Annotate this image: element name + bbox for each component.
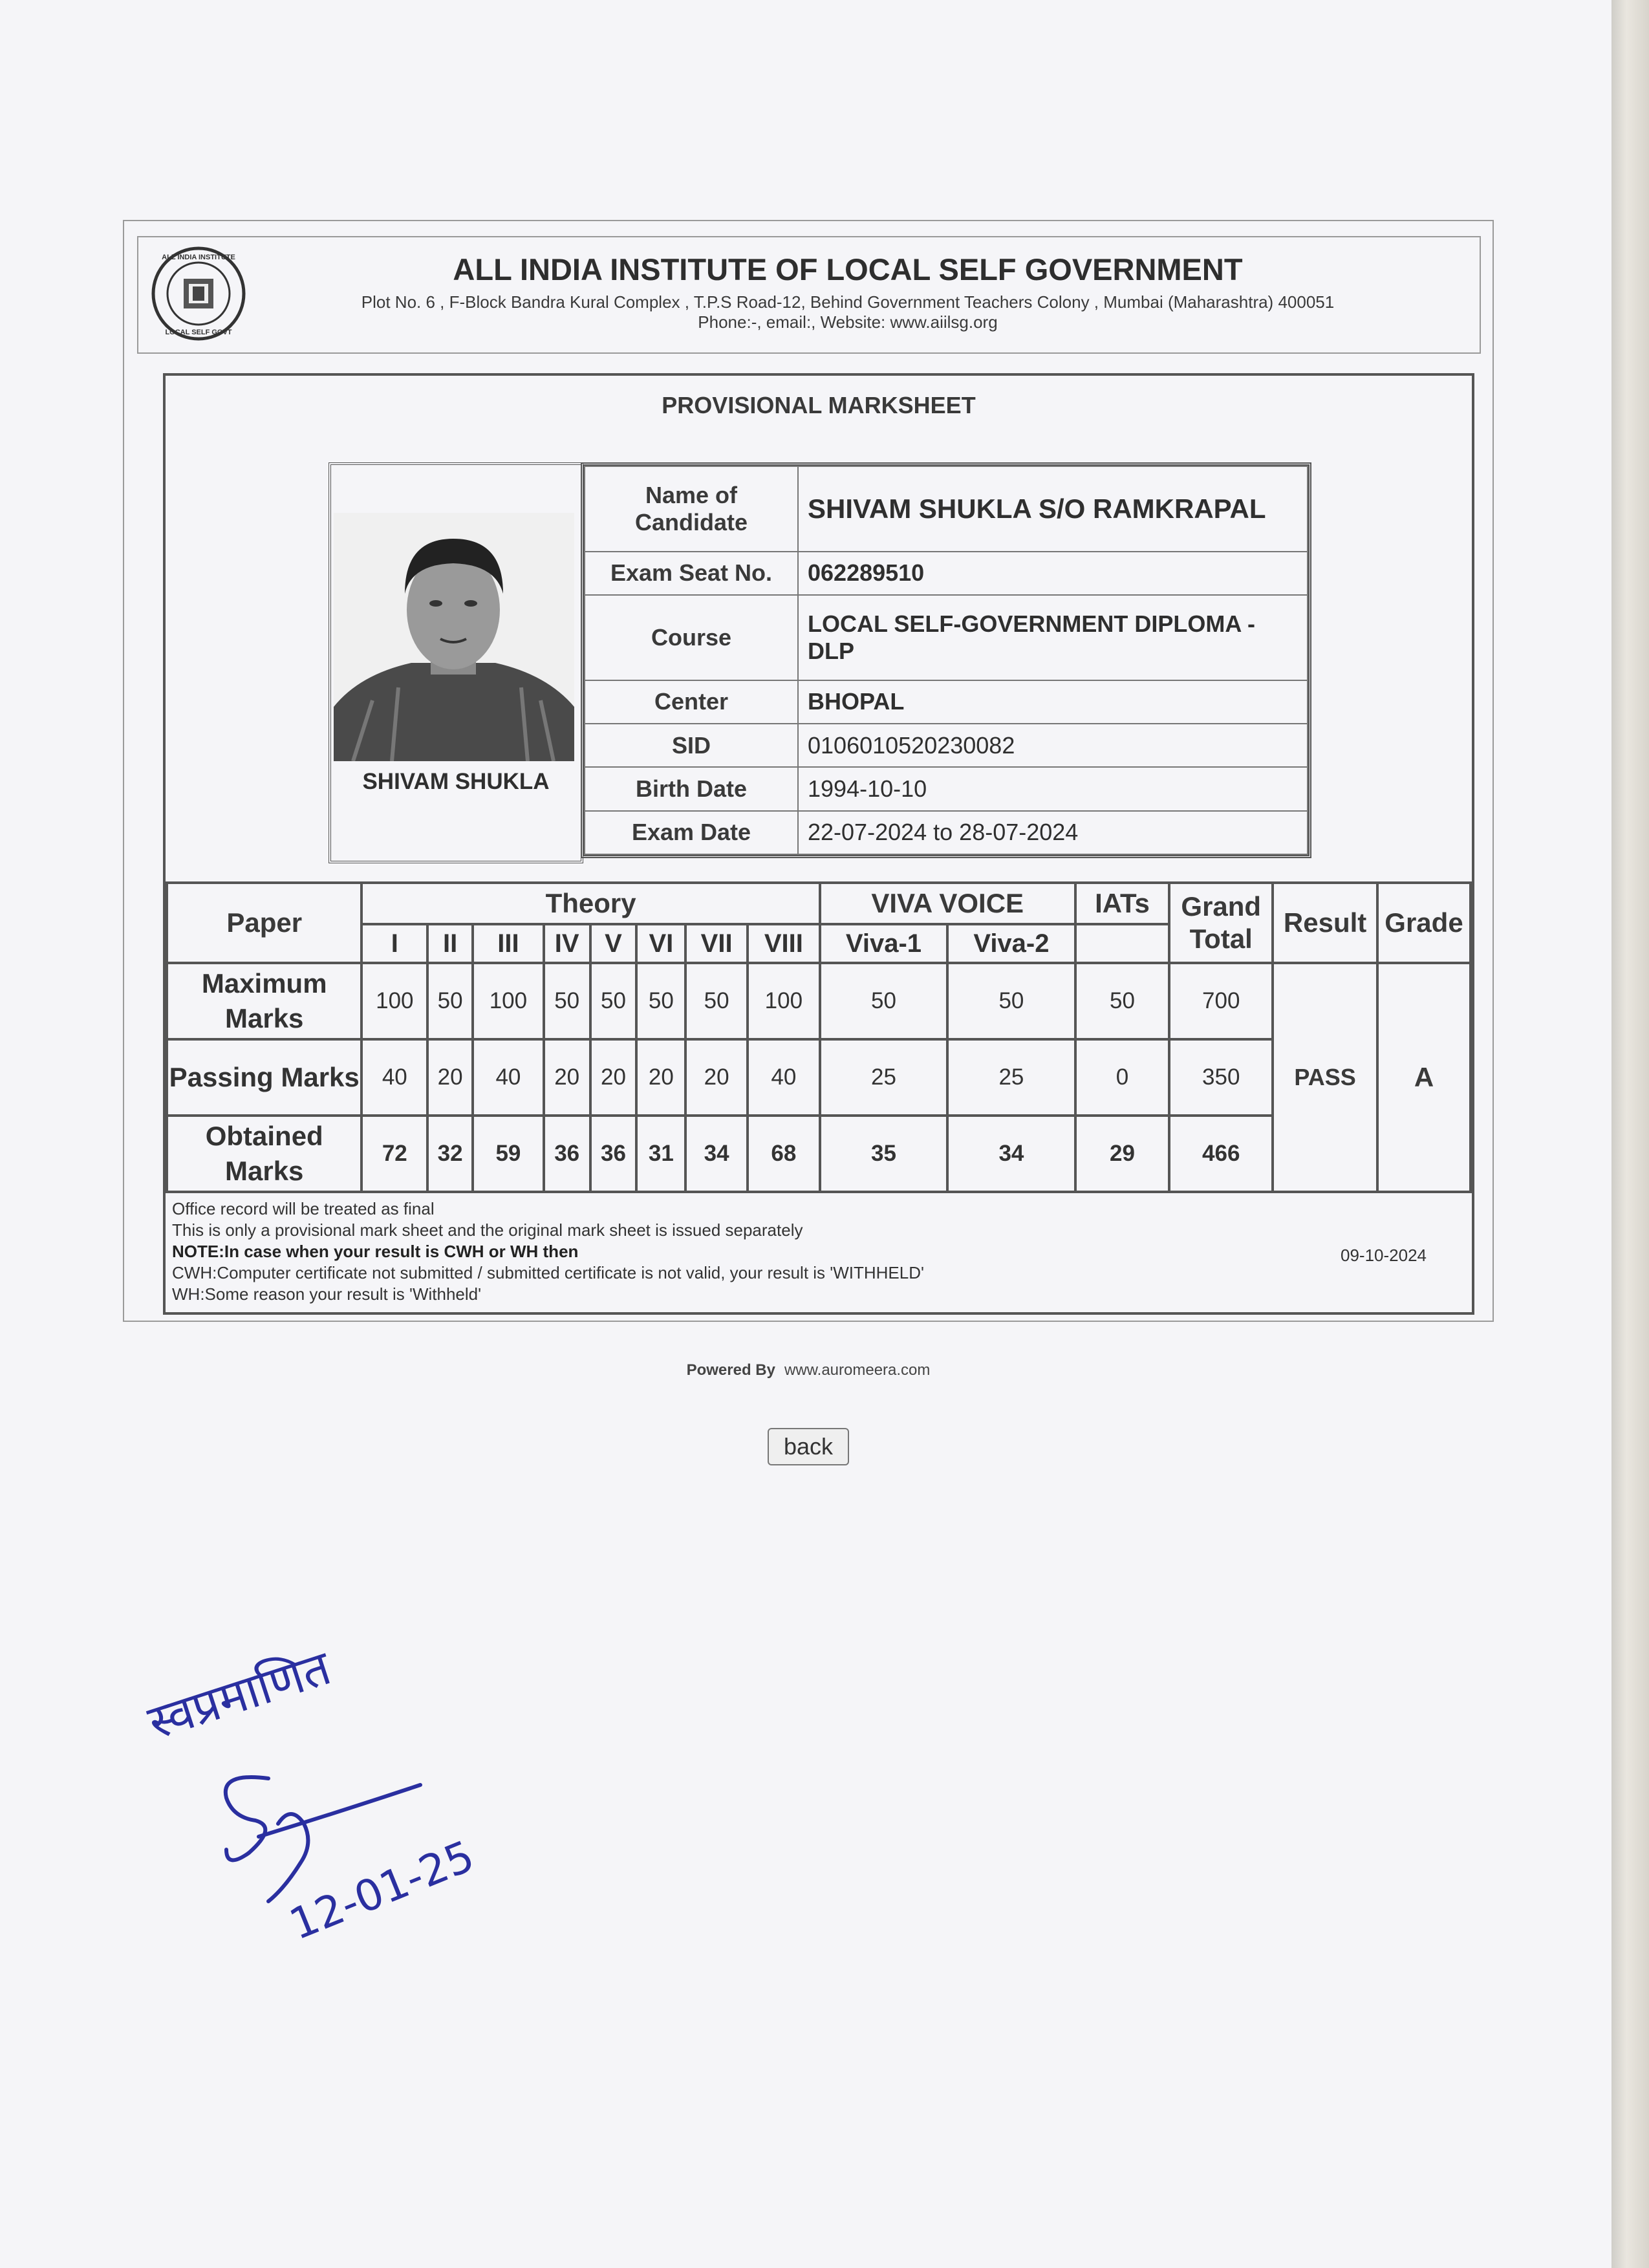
mark-cell: 50 xyxy=(947,963,1075,1039)
subheader-paper: VIII xyxy=(748,924,820,963)
mark-cell: 20 xyxy=(590,1039,637,1116)
subheader-paper: VI xyxy=(636,924,685,963)
svg-text:ALL INDIA INSTITUTE: ALL INDIA INSTITUTE xyxy=(162,254,235,261)
detail-row-course xyxy=(585,595,1308,680)
institute-header xyxy=(137,236,1481,354)
detail-label: SID xyxy=(585,724,798,767)
marksheet-panel xyxy=(163,373,1474,1315)
mark-cell: 31 xyxy=(636,1116,685,1192)
detail-label: Course xyxy=(585,595,798,680)
detail-row-name xyxy=(585,466,1308,552)
subheader-paper: III xyxy=(473,924,544,963)
mark-cell: 50 xyxy=(544,963,590,1039)
subheader-paper: I xyxy=(361,924,427,963)
back-button[interactable]: back xyxy=(768,1428,849,1465)
header-grade: Grade xyxy=(1377,883,1471,963)
exam-date: 22-07-2024 to 28-07-2024 xyxy=(798,811,1308,854)
course-name: LOCAL SELF-GOVERNMENT DIPLOMA -DLP xyxy=(798,595,1308,680)
candidate-photo-box xyxy=(329,462,583,863)
attestation-text: स्वप्रमाणित xyxy=(141,1639,338,1751)
mark-cell: 59 xyxy=(473,1116,544,1192)
attestation-date: 12-01-25 xyxy=(283,1831,481,1950)
mark-cell: 20 xyxy=(544,1039,590,1116)
note-heading: NOTE:In case when your result is CWH or WH then xyxy=(172,1242,579,1261)
mark-cell: 100 xyxy=(748,963,820,1039)
mark-cell: 32 xyxy=(427,1116,473,1192)
detail-label: Exam Date xyxy=(585,811,798,854)
note-line: CWH:Computer certificate not submitted / submitted certificate is not valid, your result is 'WITHHELD' xyxy=(172,1263,924,1282)
seat-number: 062289510 xyxy=(798,552,1308,595)
institute-name: ALL INDIA INSTITUTE OF LOCAL SELF GOVERNMENT xyxy=(453,252,1243,286)
paper-edge xyxy=(1611,0,1649,2268)
subheader-paper: VII xyxy=(685,924,748,963)
detail-row-center xyxy=(585,680,1308,724)
mark-cell: 68 xyxy=(748,1116,820,1192)
row-label: Passing Marks xyxy=(167,1039,361,1116)
powered-link[interactable]: www.auromeera.com xyxy=(784,1361,931,1379)
notes-block xyxy=(172,1198,924,1305)
detail-row-seat xyxy=(585,552,1308,595)
mark-cell: 35 xyxy=(820,1116,947,1192)
subheader-viva: Viva-2 xyxy=(947,924,1075,963)
mark-cell: 100 xyxy=(361,963,427,1039)
detail-label: Name of Candidate xyxy=(585,466,798,552)
note-line: WH:Some reason your result is 'Withheld' xyxy=(172,1284,482,1304)
mark-cell: 25 xyxy=(947,1039,1075,1116)
mark-cell: 25 xyxy=(820,1039,947,1116)
mark-cell: 36 xyxy=(544,1116,590,1192)
institute-contact: Phone:-, email:, Website: www.aiilsg.org xyxy=(698,312,998,332)
detail-row-sid xyxy=(585,724,1308,767)
powered-by xyxy=(0,1361,1649,1379)
subheader-paper: IV xyxy=(544,924,590,963)
marks-table xyxy=(166,881,1472,1193)
detail-label: Center xyxy=(585,680,798,724)
mark-cell: 72 xyxy=(361,1116,427,1192)
mark-cell: 50 xyxy=(590,963,637,1039)
mark-cell: 700 xyxy=(1169,963,1273,1039)
mark-cell: 20 xyxy=(685,1039,748,1116)
row-label: Obtained Marks xyxy=(167,1116,361,1192)
header-viva: VIVA VOICE xyxy=(820,883,1075,924)
candidate-details xyxy=(581,462,1311,858)
mark-cell: 20 xyxy=(427,1039,473,1116)
detail-row-birthdate xyxy=(585,767,1308,810)
mark-cell: 34 xyxy=(685,1116,748,1192)
mark-cell: 36 xyxy=(590,1116,637,1192)
result-value: PASS xyxy=(1273,963,1377,1192)
detail-label: Birth Date xyxy=(585,767,798,810)
note-line: This is only a provisional mark sheet and the original mark sheet is issued separately xyxy=(172,1220,803,1240)
mark-cell: 50 xyxy=(685,963,748,1039)
mark-cell: 350 xyxy=(1169,1039,1273,1116)
mark-cell: 40 xyxy=(361,1039,427,1116)
mark-cell: 34 xyxy=(947,1116,1075,1192)
mark-cell: 50 xyxy=(427,963,473,1039)
mark-cell: 100 xyxy=(473,963,544,1039)
mark-cell: 20 xyxy=(636,1039,685,1116)
header-theory: Theory xyxy=(361,883,819,924)
mark-cell: 40 xyxy=(748,1039,820,1116)
note-line xyxy=(172,1241,924,1262)
mark-cell: 40 xyxy=(473,1039,544,1116)
center-name: BHOPAL xyxy=(798,680,1308,724)
issue-date: 09-10-2024 xyxy=(1341,1246,1427,1265)
svg-text:LOCAL SELF GOVT: LOCAL SELF GOVT xyxy=(165,329,232,336)
subheader-paper: II xyxy=(427,924,473,963)
institute-address: Plot No. 6 , F-Block Bandra Kural Complex , T.P.S Road-12, Behind Government Teachers Colony , Mumbai (Maharashtra) 400051 xyxy=(361,292,1335,312)
header-result: Result xyxy=(1273,883,1377,963)
mark-cell: 50 xyxy=(820,963,947,1039)
grade-value: A xyxy=(1377,963,1471,1192)
sid-value: 0106010520230082 xyxy=(798,724,1308,767)
handwritten-attestation xyxy=(129,1630,530,1966)
header-paper: Paper xyxy=(167,883,361,963)
mark-cell: 0 xyxy=(1075,1039,1170,1116)
candidate-name: SHIVAM SHUKLA S/O RAMKRAPAL xyxy=(798,466,1308,552)
subheader-empty xyxy=(1075,924,1170,963)
subheader-paper: V xyxy=(590,924,637,963)
mark-cell: 50 xyxy=(636,963,685,1039)
birth-date: 1994-10-10 xyxy=(798,767,1308,810)
photo-caption: SHIVAM SHUKLA xyxy=(362,769,550,794)
detail-row-examdate xyxy=(585,811,1308,854)
row-maximum-marks xyxy=(167,963,1471,1039)
marksheet-title: PROVISIONAL MARKSHEET xyxy=(662,392,976,418)
detail-label: Exam Seat No. xyxy=(585,552,798,595)
candidate-photo xyxy=(334,513,574,761)
powered-label: Powered By xyxy=(686,1361,775,1379)
note-line: Office record will be treated as final xyxy=(172,1199,435,1218)
mark-cell: 50 xyxy=(1075,963,1170,1039)
subheader-viva: Viva-1 xyxy=(820,924,947,963)
header-iats: IATs xyxy=(1075,883,1170,924)
row-label: Maximum Marks xyxy=(167,963,361,1039)
header-grand-total: Grand Total xyxy=(1169,883,1273,963)
mark-cell: 466 xyxy=(1169,1116,1273,1192)
mark-cell: 29 xyxy=(1075,1116,1170,1192)
